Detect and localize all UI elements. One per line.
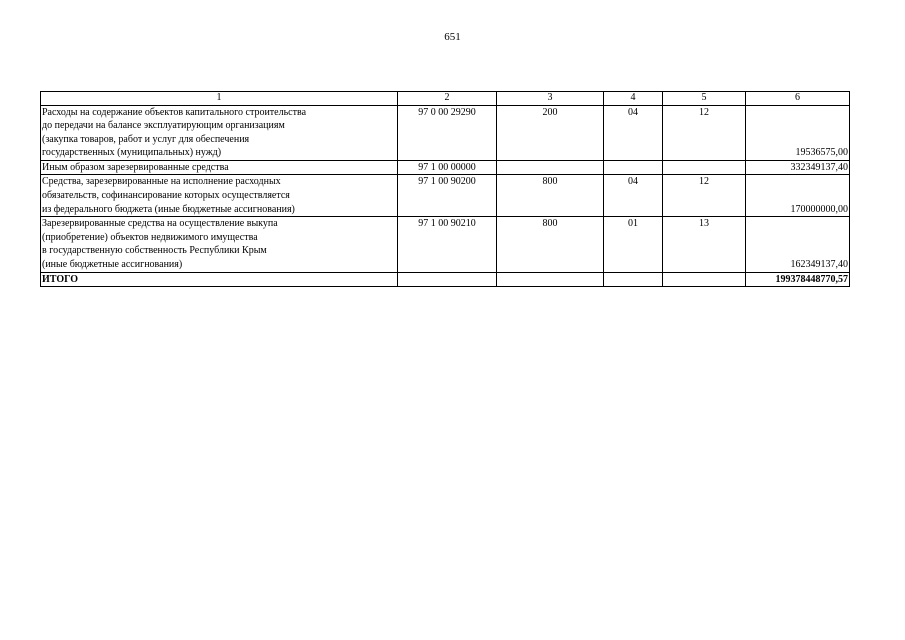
- row-code: 97 1 00 00000: [398, 160, 497, 175]
- header-cell-4: 4: [604, 92, 663, 106]
- row-amount: 162349137,40: [746, 217, 850, 272]
- row-code: 97 1 00 90200: [398, 175, 497, 217]
- header-cell-2: 2: [398, 92, 497, 106]
- row-name-line: из федерального бюджета (иные бюджетные ассигнования): [42, 203, 295, 215]
- total-label: ИТОГО: [41, 272, 398, 287]
- row-col4: 04: [604, 175, 663, 217]
- row-col3: 800: [497, 175, 604, 217]
- table-row: [41, 217, 850, 272]
- row-amount: 332349137,40: [746, 160, 850, 175]
- row-col3: 800: [497, 217, 604, 272]
- total-row: [41, 272, 850, 287]
- total-amount: 199378448770,57: [746, 272, 850, 287]
- row-name-line: (закупка товаров, работ и услуг для обеспечения: [42, 133, 250, 145]
- page-number: 651: [444, 31, 461, 43]
- row-amount: 19536575,00: [746, 105, 850, 160]
- row-code: 97 0 00 29290: [398, 105, 497, 160]
- header-cell-3: 3: [497, 92, 604, 106]
- total-empty-cell: [398, 272, 497, 287]
- row-name-line: в государственную собственность Республики Крым: [42, 245, 267, 257]
- total-empty-cell: [497, 272, 604, 287]
- row-name-line: до передачи на балансе эксплуатирующим организациям: [42, 120, 285, 132]
- row-col4: 04: [604, 105, 663, 160]
- row-name-line: Средства, зарезервированные на исполнение расходных: [42, 176, 281, 188]
- row-name-line: Иным образом зарезервированные средства: [42, 161, 229, 173]
- row-name: [41, 160, 398, 175]
- row-name: [41, 217, 398, 272]
- table-row: [41, 105, 850, 160]
- row-name-line: Расходы на содержание объектов капитального строительства: [42, 106, 307, 118]
- header-cell-5: 5: [663, 92, 746, 106]
- header-cell-6: 6: [746, 92, 850, 106]
- row-amount: 170000000,00: [746, 175, 850, 217]
- header-cell-1: 1: [41, 92, 398, 106]
- table-row: [41, 160, 850, 175]
- row-col5: 12: [663, 105, 746, 160]
- row-name-line: обязательств, софинансирование которых осуществляется: [42, 190, 290, 202]
- total-empty-cell: [604, 272, 663, 287]
- row-col3: 200: [497, 105, 604, 160]
- total-empty-cell: [663, 272, 746, 287]
- row-col5: 13: [663, 217, 746, 272]
- row-col4: 01: [604, 217, 663, 272]
- row-name-line: Зарезервированные средства на осуществление выкупа: [42, 218, 278, 230]
- table-row: [41, 175, 850, 217]
- row-name: [41, 105, 398, 160]
- row-name-line: государственных (муниципальных) нужд): [42, 147, 222, 159]
- budget-table: [40, 91, 850, 287]
- row-col5: 12: [663, 175, 746, 217]
- row-name: [41, 175, 398, 217]
- row-col3: [497, 160, 604, 175]
- row-name-line: (приобретение) объектов недвижимого имущества: [42, 231, 258, 243]
- row-col5: [663, 160, 746, 175]
- row-col4: [604, 160, 663, 175]
- row-code: 97 1 00 90210: [398, 217, 497, 272]
- row-name-line: (иные бюджетные ассигнования): [42, 259, 183, 271]
- header-row: [41, 92, 850, 106]
